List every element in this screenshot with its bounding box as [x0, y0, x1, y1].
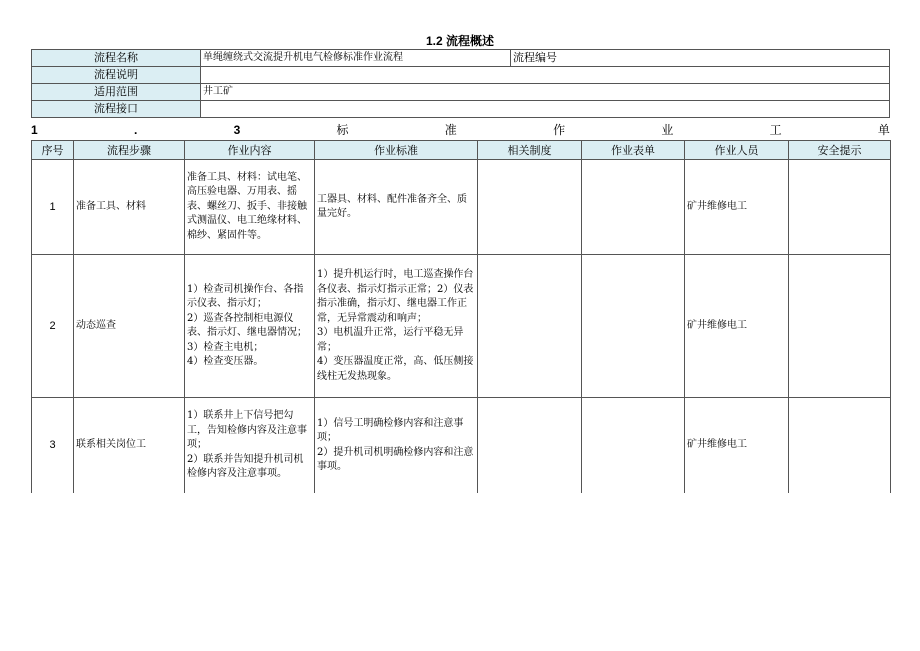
row-standard — [315, 160, 478, 255]
table-row — [32, 160, 891, 255]
heading-char: 准 — [444, 123, 457, 137]
table-row — [32, 255, 891, 398]
process-name-value: 单绳缠绕式交流提升机电气检修标准作业流程 — [201, 50, 511, 67]
row-no: 3 — [32, 398, 74, 494]
heading-char: 1 — [31, 123, 38, 137]
standard-worksheet-heading — [31, 122, 890, 138]
heading-char: 3 — [233, 123, 241, 137]
row-standard-text: 1）提升机运行时，电工巡查操作台各仪表、指示灯指示正常；2）仪表指示准确，指示灯、继电器工作正常，无异常震动和响声； 3）电机温升正常，运行平稳无异常； 4）变压器温度正常，高、低压侧接线柱无发热现象。 — [317, 269, 474, 382]
table-row — [32, 398, 891, 494]
work-standard-table — [31, 140, 891, 493]
row-content-text: 1）联系井上下信号把勾工，告知检修内容及注意事项； 2）联系并告知提升机司机检修内容及注意事项。 — [187, 410, 307, 480]
process-desc-label: 流程说明 — [32, 67, 201, 84]
process-info-table — [31, 49, 890, 118]
row-standard — [315, 255, 478, 398]
row-no: 1 — [32, 160, 74, 255]
row-content — [185, 398, 315, 494]
col-header-no: 序号 — [32, 141, 74, 160]
row-step: 动态巡查 — [74, 255, 185, 398]
row-form — [582, 398, 685, 494]
heading-char: 业 — [661, 123, 674, 137]
col-header-standard: 作业标准 — [315, 141, 478, 160]
heading-char: 单 — [877, 123, 890, 137]
col-header-step: 流程步骤 — [74, 141, 185, 160]
col-header-form: 作业表单 — [582, 141, 685, 160]
row-staff: 矿井维修电工 — [685, 398, 789, 494]
row-system — [478, 398, 582, 494]
interface-value — [201, 101, 890, 118]
col-header-content: 作业内容 — [185, 141, 315, 160]
row-content-text: 1）检查司机操作台、各指示仪表、指示灯； 2）巡查各控制柜电源仪表、指示灯、继电器情况； 3）检查主电机； 4）检查变压器。 — [187, 283, 307, 367]
row-standard — [315, 398, 478, 494]
heading-char: 标 — [336, 123, 349, 137]
col-header-system: 相关制度 — [478, 141, 582, 160]
row-content-text: 准备工具、材料：试电笔、高压验电器、万用表、摇表、螺丝刀、扳手、非接触式测温仪、电工绝缘材料、棉纱、紧固件等。 — [187, 171, 307, 241]
section-title: 1.2 流程概述 — [425, 34, 495, 48]
row-safety — [789, 255, 891, 398]
interface-label: 流程接口 — [32, 101, 201, 118]
heading-char: 工 — [769, 123, 782, 137]
row-content — [185, 160, 315, 255]
row-content — [185, 255, 315, 398]
process-desc-value — [201, 67, 890, 84]
col-header-staff: 作业人员 — [685, 141, 789, 160]
scope-value: 井工矿 — [201, 84, 890, 101]
heading-char: 作 — [553, 123, 566, 137]
row-step: 准备工具、材料 — [74, 160, 185, 255]
process-name-label: 流程名称 — [32, 50, 201, 67]
row-staff: 矿井维修电工 — [685, 160, 789, 255]
process-number-label: 流程编号 — [511, 50, 890, 67]
row-system — [478, 255, 582, 398]
row-standard-text: 工器具、材料、配件准备齐全、质量完好。 — [317, 193, 467, 219]
heading-char: . — [133, 123, 138, 137]
table-header-row — [32, 141, 891, 160]
row-safety — [789, 398, 891, 494]
row-system — [478, 160, 582, 255]
row-form — [582, 160, 685, 255]
row-no: 2 — [32, 255, 74, 398]
row-safety — [789, 160, 891, 255]
row-step: 联系相关岗位工 — [74, 398, 185, 494]
col-header-safety: 安全提示 — [789, 141, 891, 160]
row-form — [582, 255, 685, 398]
row-staff: 矿井维修电工 — [685, 255, 789, 398]
row-standard-text: 1）信号工明确检修内容和注意事项； 2）提升机司机明确检修内容和注意事项。 — [317, 417, 474, 472]
scope-label: 适用范围 — [32, 84, 201, 101]
